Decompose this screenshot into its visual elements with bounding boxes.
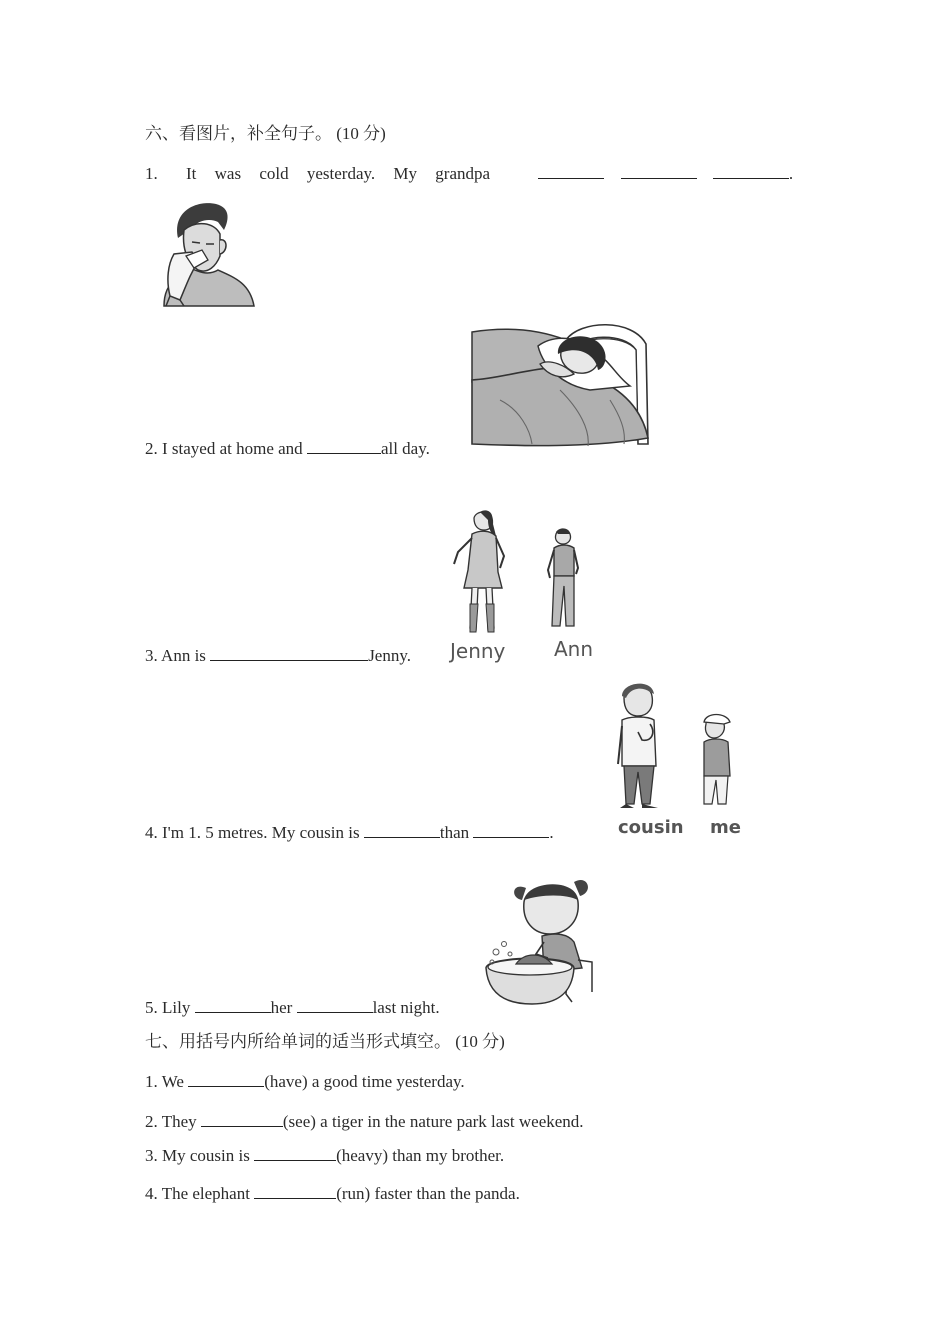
q1-period: . [788, 164, 794, 183]
item-text-after: (have) a good time yesterday. [264, 1072, 465, 1091]
q1-number: 1. [145, 164, 158, 183]
q2-text-after: all day. [380, 439, 430, 458]
q1-word: yesterday. [306, 164, 376, 183]
answer-blank[interactable] [307, 439, 381, 454]
fill-in-item [145, 1184, 520, 1204]
q1-word: was [214, 164, 242, 183]
answer-blank[interactable] [254, 1184, 336, 1199]
item-text-before: 3. My cousin is [145, 1146, 250, 1165]
item-text-after: (run) faster than the panda. [336, 1184, 520, 1203]
answer-blank[interactable] [364, 823, 440, 838]
q4-text-mid: than [439, 823, 470, 842]
section-7-title [145, 1032, 505, 1052]
q3-text-before: 3. Ann is [145, 646, 206, 665]
item-text-before: 2. They [145, 1112, 197, 1131]
sleeping-girl-picture [470, 320, 654, 450]
q5-text-mid: her [270, 998, 293, 1017]
q5-text-after: last night. [372, 998, 440, 1017]
picture-label-me: me [710, 817, 741, 838]
answer-blank[interactable] [201, 1112, 283, 1127]
item-text-after: (see) a tiger in the nature park last weekend. [282, 1112, 584, 1131]
q4-text-after: . [549, 823, 554, 842]
q2-text-before: 2. I stayed at home and [145, 439, 303, 458]
answer-blank[interactable] [195, 998, 271, 1013]
answer-blank[interactable] [254, 1146, 336, 1161]
question-4 [145, 823, 554, 843]
q4-text-before: 4. I'm 1. 5 metres. My cousin is [145, 823, 360, 842]
picture-label-cousin: cousin [618, 817, 684, 838]
q1-word: grandpa [435, 164, 491, 183]
answer-blank[interactable] [297, 998, 373, 1013]
q5-text-before: 5. Lily [145, 998, 191, 1017]
question-5 [145, 998, 440, 1018]
answer-blank[interactable] [713, 164, 789, 179]
sneezing-man-picture [158, 200, 258, 308]
fill-in-item [145, 1146, 504, 1166]
section-6-title [145, 124, 386, 144]
item-text-before: 1. We [145, 1072, 184, 1091]
fill-in-item [145, 1112, 584, 1132]
answer-blank[interactable] [538, 164, 604, 179]
section-6-title-text: 六、看图片，补全句子。 (10 分) [145, 124, 386, 143]
q1-word: My [393, 164, 418, 183]
q1-word: It [186, 164, 197, 183]
item-text-after: (heavy) than my brother. [336, 1146, 505, 1165]
question-3 [145, 646, 411, 666]
washing-clothes-picture [482, 872, 602, 1008]
item-text-before: 4. The elephant [145, 1184, 250, 1203]
question-2 [145, 439, 430, 459]
answer-blank[interactable] [210, 646, 368, 661]
picture-label-ann: Ann [554, 637, 594, 661]
jenny-ann-picture [440, 508, 600, 666]
q3-text-after: Jenny. [368, 646, 411, 665]
fill-in-item [145, 1072, 465, 1092]
picture-label-jenny: Jenny [450, 639, 506, 663]
cousin-me-picture [612, 680, 752, 840]
q1-word: cold [259, 164, 289, 183]
section-7-title-text: 七、用括号内所给单词的适当形式填空。 (10 分) [145, 1032, 505, 1051]
answer-blank[interactable] [621, 164, 697, 179]
answer-blank[interactable] [188, 1072, 264, 1087]
question-1 [145, 164, 793, 184]
answer-blank[interactable] [473, 823, 549, 838]
